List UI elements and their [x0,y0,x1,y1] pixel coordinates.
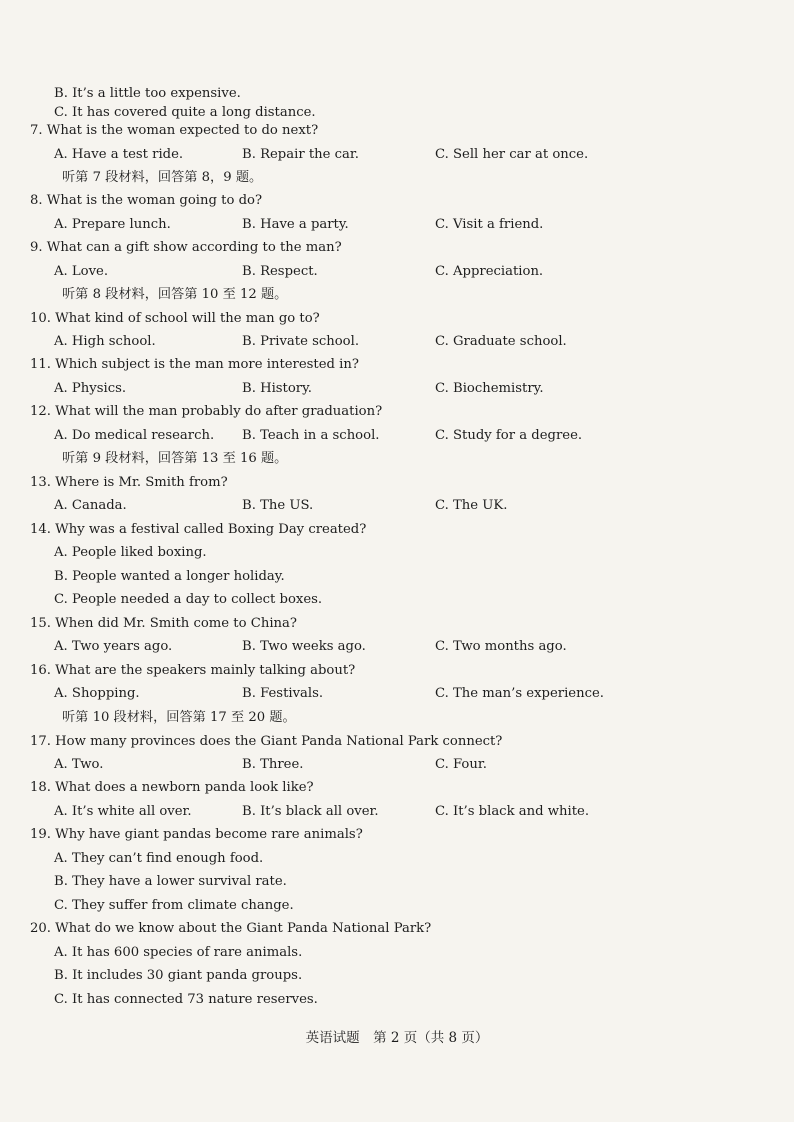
answer-option: B. It’s a little too expensive. [54,86,241,101]
answer-option: C. The man’s experience. [435,686,604,701]
question-text: 13. Where is Mr. Smith from? [30,475,228,490]
answer-option: A. People liked boxing. [54,545,207,560]
question-text: 7. What is the woman expected to do next? [30,123,319,138]
answer-option: B. It’s black all over. [242,804,379,819]
answer-option: C. The UK. [435,498,508,513]
answer-option: B. Two weeks ago. [242,639,366,654]
answer-option: C. Sell her car at once. [435,147,589,162]
question-text: 9. What can a gift show according to the man? [30,240,342,255]
answer-option: A. Shopping. [54,686,140,701]
answer-option: B. Three. [242,757,304,772]
question-text: 18. What does a newborn panda look like? [30,780,314,795]
answer-option: A. Prepare lunch. [54,217,171,232]
answer-option: C. Biochemistry. [435,381,544,396]
answer-option: B. History. [242,381,312,396]
answer-option: B. They have a lower survival rate. [54,874,287,889]
answer-option: A. They can’t find enough food. [54,851,264,866]
answer-option: B. Festivals. [242,686,324,701]
answer-option: C. It’s black and white. [435,804,590,819]
answer-option: A. Do medical research. [54,428,215,443]
question-text: 8. What is the woman going to do? [30,193,263,208]
answer-option: A. Two years ago. [54,639,173,654]
question-text: 10. What kind of school will the man go to? [30,311,320,326]
answer-option: B. Repair the car. [242,147,359,162]
answer-option: C. Appreciation. [435,264,544,279]
answer-option: B. Have a party. [242,217,349,232]
answer-option: A. It has 600 species of rare animals. [54,945,303,960]
answer-option: C. Study for a degree. [435,428,583,443]
question-text: 19. Why have giant pandas become rare animals? [30,827,363,842]
answer-option: A. Physics. [54,381,127,396]
question-text: 20. What do we know about the Giant Panda National Park? [30,921,432,936]
answer-option: C. Graduate school. [435,334,567,349]
answer-option: A. Canada. [54,498,127,513]
answer-option: B. People wanted a longer holiday. [54,569,285,584]
answer-option: A. Have a test ride. [54,147,184,162]
answer-option: C. It has connected 73 nature reserves. [54,992,318,1007]
answer-option: C. Visit a friend. [435,217,544,232]
question-text: 12. What will the man probably do after graduation? [30,404,383,419]
section-instruction: 听第 10 段材料，回答第 17 至 20 题。 [62,710,296,725]
answer-option: C. They suffer from climate change. [54,898,294,913]
answer-option: A. High school. [54,334,156,349]
question-text: 11. Which subject is the man more interested in? [30,357,359,372]
question-text: 15. When did Mr. Smith come to China? [30,616,297,631]
question-text: 16. What are the speakers mainly talking about? [30,663,356,678]
question-text: 14. Why was a festival called Boxing Day created? [30,522,367,537]
section-instruction: 听第 8 段材料，回答第 10 至 12 题。 [62,287,288,302]
answer-option: B. The US. [242,498,314,513]
answer-option: B. Private school. [242,334,360,349]
answer-option: B. Respect. [242,264,318,279]
section-instruction: 听第 7 段材料，回答第 8，9 题。 [62,170,263,185]
answer-option: B. It includes 30 giant panda groups. [54,968,303,983]
answer-option: C. People needed a day to collect boxes. [54,592,323,607]
answer-option: C. Four. [435,757,487,772]
page-footer: 英语试题 第 2 页（共 8 页） [305,1030,489,1046]
answer-option: C. It has covered quite a long distance. [54,105,316,120]
section-instruction: 听第 9 段材料，回答第 13 至 16 题。 [62,451,288,466]
answer-option: A. It’s white all over. [54,804,192,819]
question-text: 17. How many provinces does the Giant Panda National Park connect? [30,734,503,749]
answer-option: C. Two months ago. [435,639,567,654]
answer-option: A. Love. [54,264,109,279]
answer-option: A. Two. [54,757,104,772]
answer-option: B. Teach in a school. [242,428,380,443]
